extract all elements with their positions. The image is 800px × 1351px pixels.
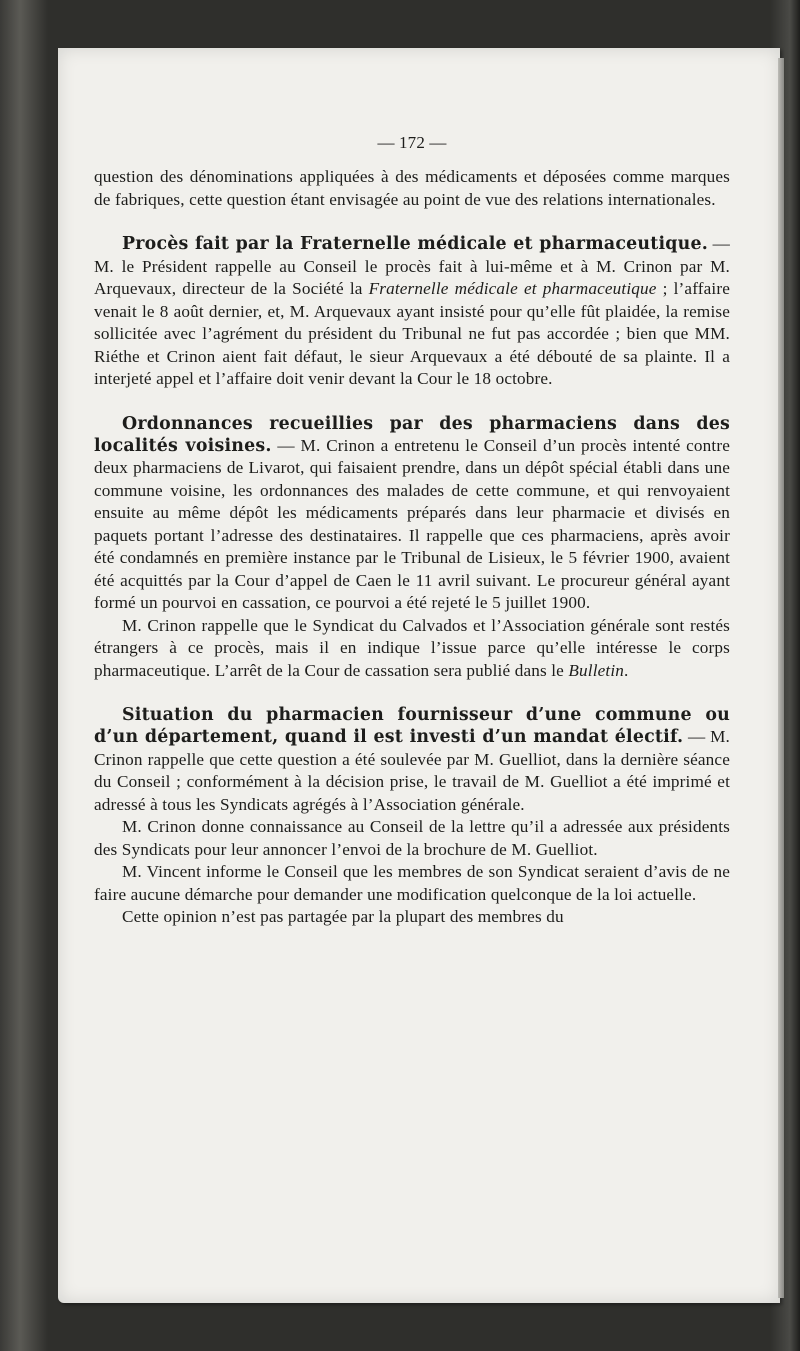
section-ordonnances [94, 413, 730, 682]
paragraph-text-before: M. Crinon rappelle que le Syndicat du Calvados et l’Association générale sont restés étrangers à ce procès, mais il en indique l’issue parce qu’elle intéresse le corps pharmaceutique. L’arrêt de la Cour de cassation sera publié dans le [94, 615, 730, 680]
section-text: — M. Crinon a entretenu le Conseil d’un procès intenté contre deux pharmaciens de Livarot, qui faisaient prendre, dans un dépôt spécial établi dans une commune voisine, les ordonnances des malades de cette commune, et qui renvoyaient ensuite au même dépôt les médicaments préparés dans leur pharmacie et divisés en paquets portant l’adresse des destinataires. Il rappelle que ces pharmaciens, après avoir été condamnés en première instance par le Tribunal de Lisieux, le 5 février 1900, avaient été acquittés par la Cour d’appel de Caen le 11 avril suivant. Le procureur général ayant formé un pourvoi en cassation, ce pourvoi a été rejeté le 5 juillet 1900. [94, 435, 730, 613]
section-paragraph: M. Crinon donne connaissance au Conseil de la lettre qu’il a adressée aux présidents des Syndicats pour leur annoncer l’envoi de la brochure de M. Guelliot. [94, 817, 730, 859]
page-text [94, 132, 730, 929]
section-heading: Situation du pharmacien fournisseur d’une commune ou d’un département, quand il est investi d’un mandat électif. [94, 704, 730, 748]
section-situation-pharmacien [94, 704, 730, 929]
section-paragraph [94, 615, 730, 682]
section-text-after: ; l’affaire venait le 8 août dernier, et, M. Arquevaux ayant insisté pour qu’elle fût plaidée, la remise sollicitée avec l’agrément du président du Tribunal ne fut pas accordée ; bien que MM. Riéthe et Crinon aient fait défaut, le sieur Arquevaux a été débouté de sa plainte. Il a interjeté appel et l’affaire doit venir devant la Cour le 18 octobre. [94, 279, 730, 389]
section-text-before: — M. le Président rappelle au Conseil le procès fait à lui-même et à M. Crinon par M. Arquevaux, directeur de la Société la [94, 234, 730, 299]
page-number: — 172 — [377, 133, 447, 152]
section-paragraph [94, 704, 730, 816]
section-paragraph [94, 413, 730, 615]
italic-bulletin: Bulletin [568, 660, 625, 680]
section-paragraph: M. Vincent informe le Conseil que les membres de son Syndicat seraient d’avis de ne faire aucune démarche pour demander une modification quelconque de la loi actuelle. [94, 862, 730, 904]
section-heading: Procès fait par la Fraternelle médicale et pharmaceutique. [122, 234, 708, 255]
paragraph-text-after: . [624, 660, 629, 680]
section-paragraph: Cette opinion n’est pas partagée par la plupart des membres du [122, 907, 564, 927]
intro-paragraph: question des dénominations appliquées à des médicaments et déposées comme marques de fabriques, cette question étant envisagée au point de vue des relations internationales. [94, 167, 730, 209]
section-paragraph [94, 233, 730, 390]
section-heading: Ordonnances recueillies par des pharmaciens dans des localités voisines. [94, 413, 730, 456]
section-text: — M. Crinon rappelle que cette question a été soulevée par M. Guelliot, dans la dernière séance du Conseil ; conformément à la décision prise, le travail de M. Guelliot a été imprimé et adressé à tous les Syndicats agrégés à l’Association générale. [94, 727, 730, 814]
section-proces-fraternelle [94, 233, 730, 390]
italic-society-name: Fraternelle médicale et pharmaceutique [368, 279, 657, 299]
